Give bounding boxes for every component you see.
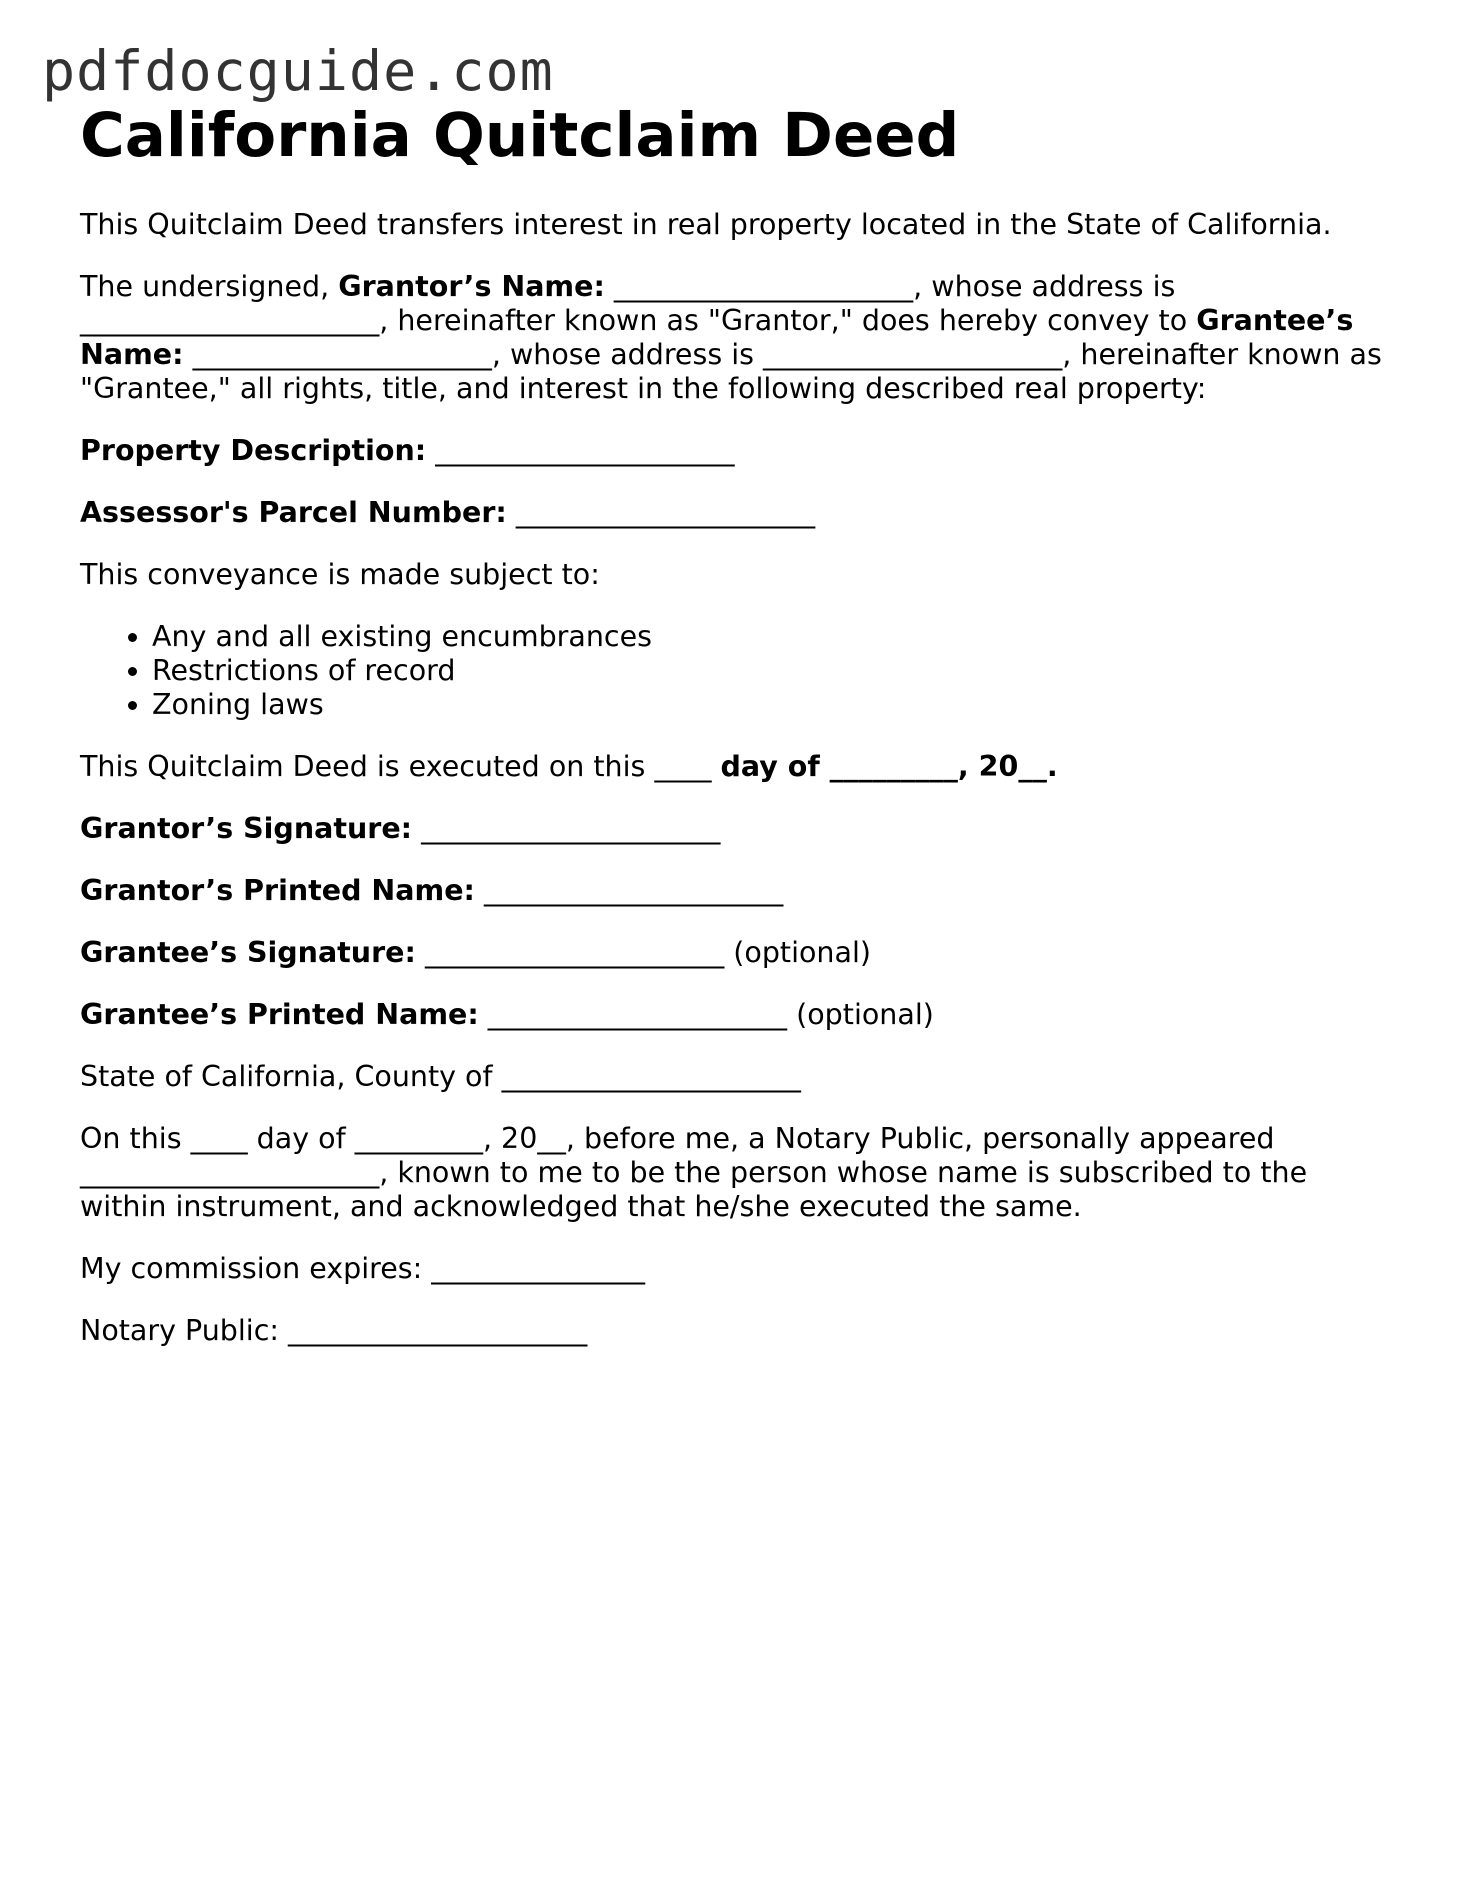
parcel-number-label: Assessor's Parcel Number: [80, 496, 507, 529]
grantor-signature-blank: _____________________ [412, 812, 721, 845]
notary-acknowledgment: On this ____ day of _________, 20__, before me, a Notary Public, personally appeared _____________________, known to me to be the person whose name is subscribed to the within instrument, and acknowledged that he/she executed the same. [80, 1122, 1308, 1223]
property-description-line [80, 434, 1390, 468]
watermark: pdfdocguide.com [42, 39, 554, 103]
property-description-label: Property Description: [80, 434, 427, 467]
grantor-printed-name-blank: _____________________ [474, 874, 784, 907]
grantor-printed-name-label: Grantor’s Printed Name: [80, 874, 475, 907]
parcel-number-line [80, 496, 1390, 530]
grantee-printed-name-line [80, 998, 1390, 1032]
list-item: • Restrictions of record [152, 654, 1390, 688]
parties-text-1: The undersigned, [80, 270, 339, 303]
grantee-signature-blank: _____________________ (optional) [415, 936, 871, 969]
grantee-signature-line [80, 936, 1390, 970]
list-item: • Any and all existing encumbrances [152, 620, 1390, 654]
grantee-printed-name-label: Grantee’s Printed Name: [80, 998, 479, 1031]
intro-paragraph: This Quitclaim Deed transfers interest in real property located in the State of California. [80, 208, 1332, 241]
deed-body [80, 208, 1390, 1376]
execution-line [80, 750, 1390, 784]
commission-expires-line: My commission expires: _______________ [80, 1252, 646, 1285]
notary-public-line: Notary Public: _____________________ [80, 1314, 588, 1347]
list-item: • Zoning laws [152, 688, 1390, 722]
grantor-name-label: Grantor’s Name: [338, 270, 605, 303]
county-line: State of California, County of _____________________ [80, 1060, 801, 1093]
grantee-name-label: Grantee’s Name: [80, 304, 1354, 371]
execution-date: day of _________, 20__. [720, 750, 1058, 783]
subject-to-heading: This conveyance is made subject to: [80, 558, 600, 591]
parcel-number-blank: _____________________ [506, 496, 816, 529]
document-title: California Quitclaim Deed [80, 100, 960, 171]
parties-paragraph [80, 270, 1390, 406]
grantor-signature-label: Grantor’s Signature: [80, 812, 413, 845]
grantor-signature-line [80, 812, 1390, 846]
parties-text-2: _____________________, whose address is _____________________, hereinafter known as "Grantor," does hereby convey to [80, 270, 1197, 337]
grantee-printed-name-blank: _____________________ (optional) [478, 998, 934, 1031]
grantor-printed-name-line [80, 874, 1390, 908]
property-description-blank: _____________________ [426, 434, 735, 467]
grantee-signature-label: Grantee’s Signature: [80, 936, 416, 969]
subject-to-list [80, 620, 1390, 722]
execution-text: This Quitclaim Deed is executed on this ____ [80, 750, 721, 783]
parties-text-3: _____________________, whose address is _____________________, hereinafter known as "Grantee," all rights, title, and interest in the following described real property: [80, 338, 1382, 405]
